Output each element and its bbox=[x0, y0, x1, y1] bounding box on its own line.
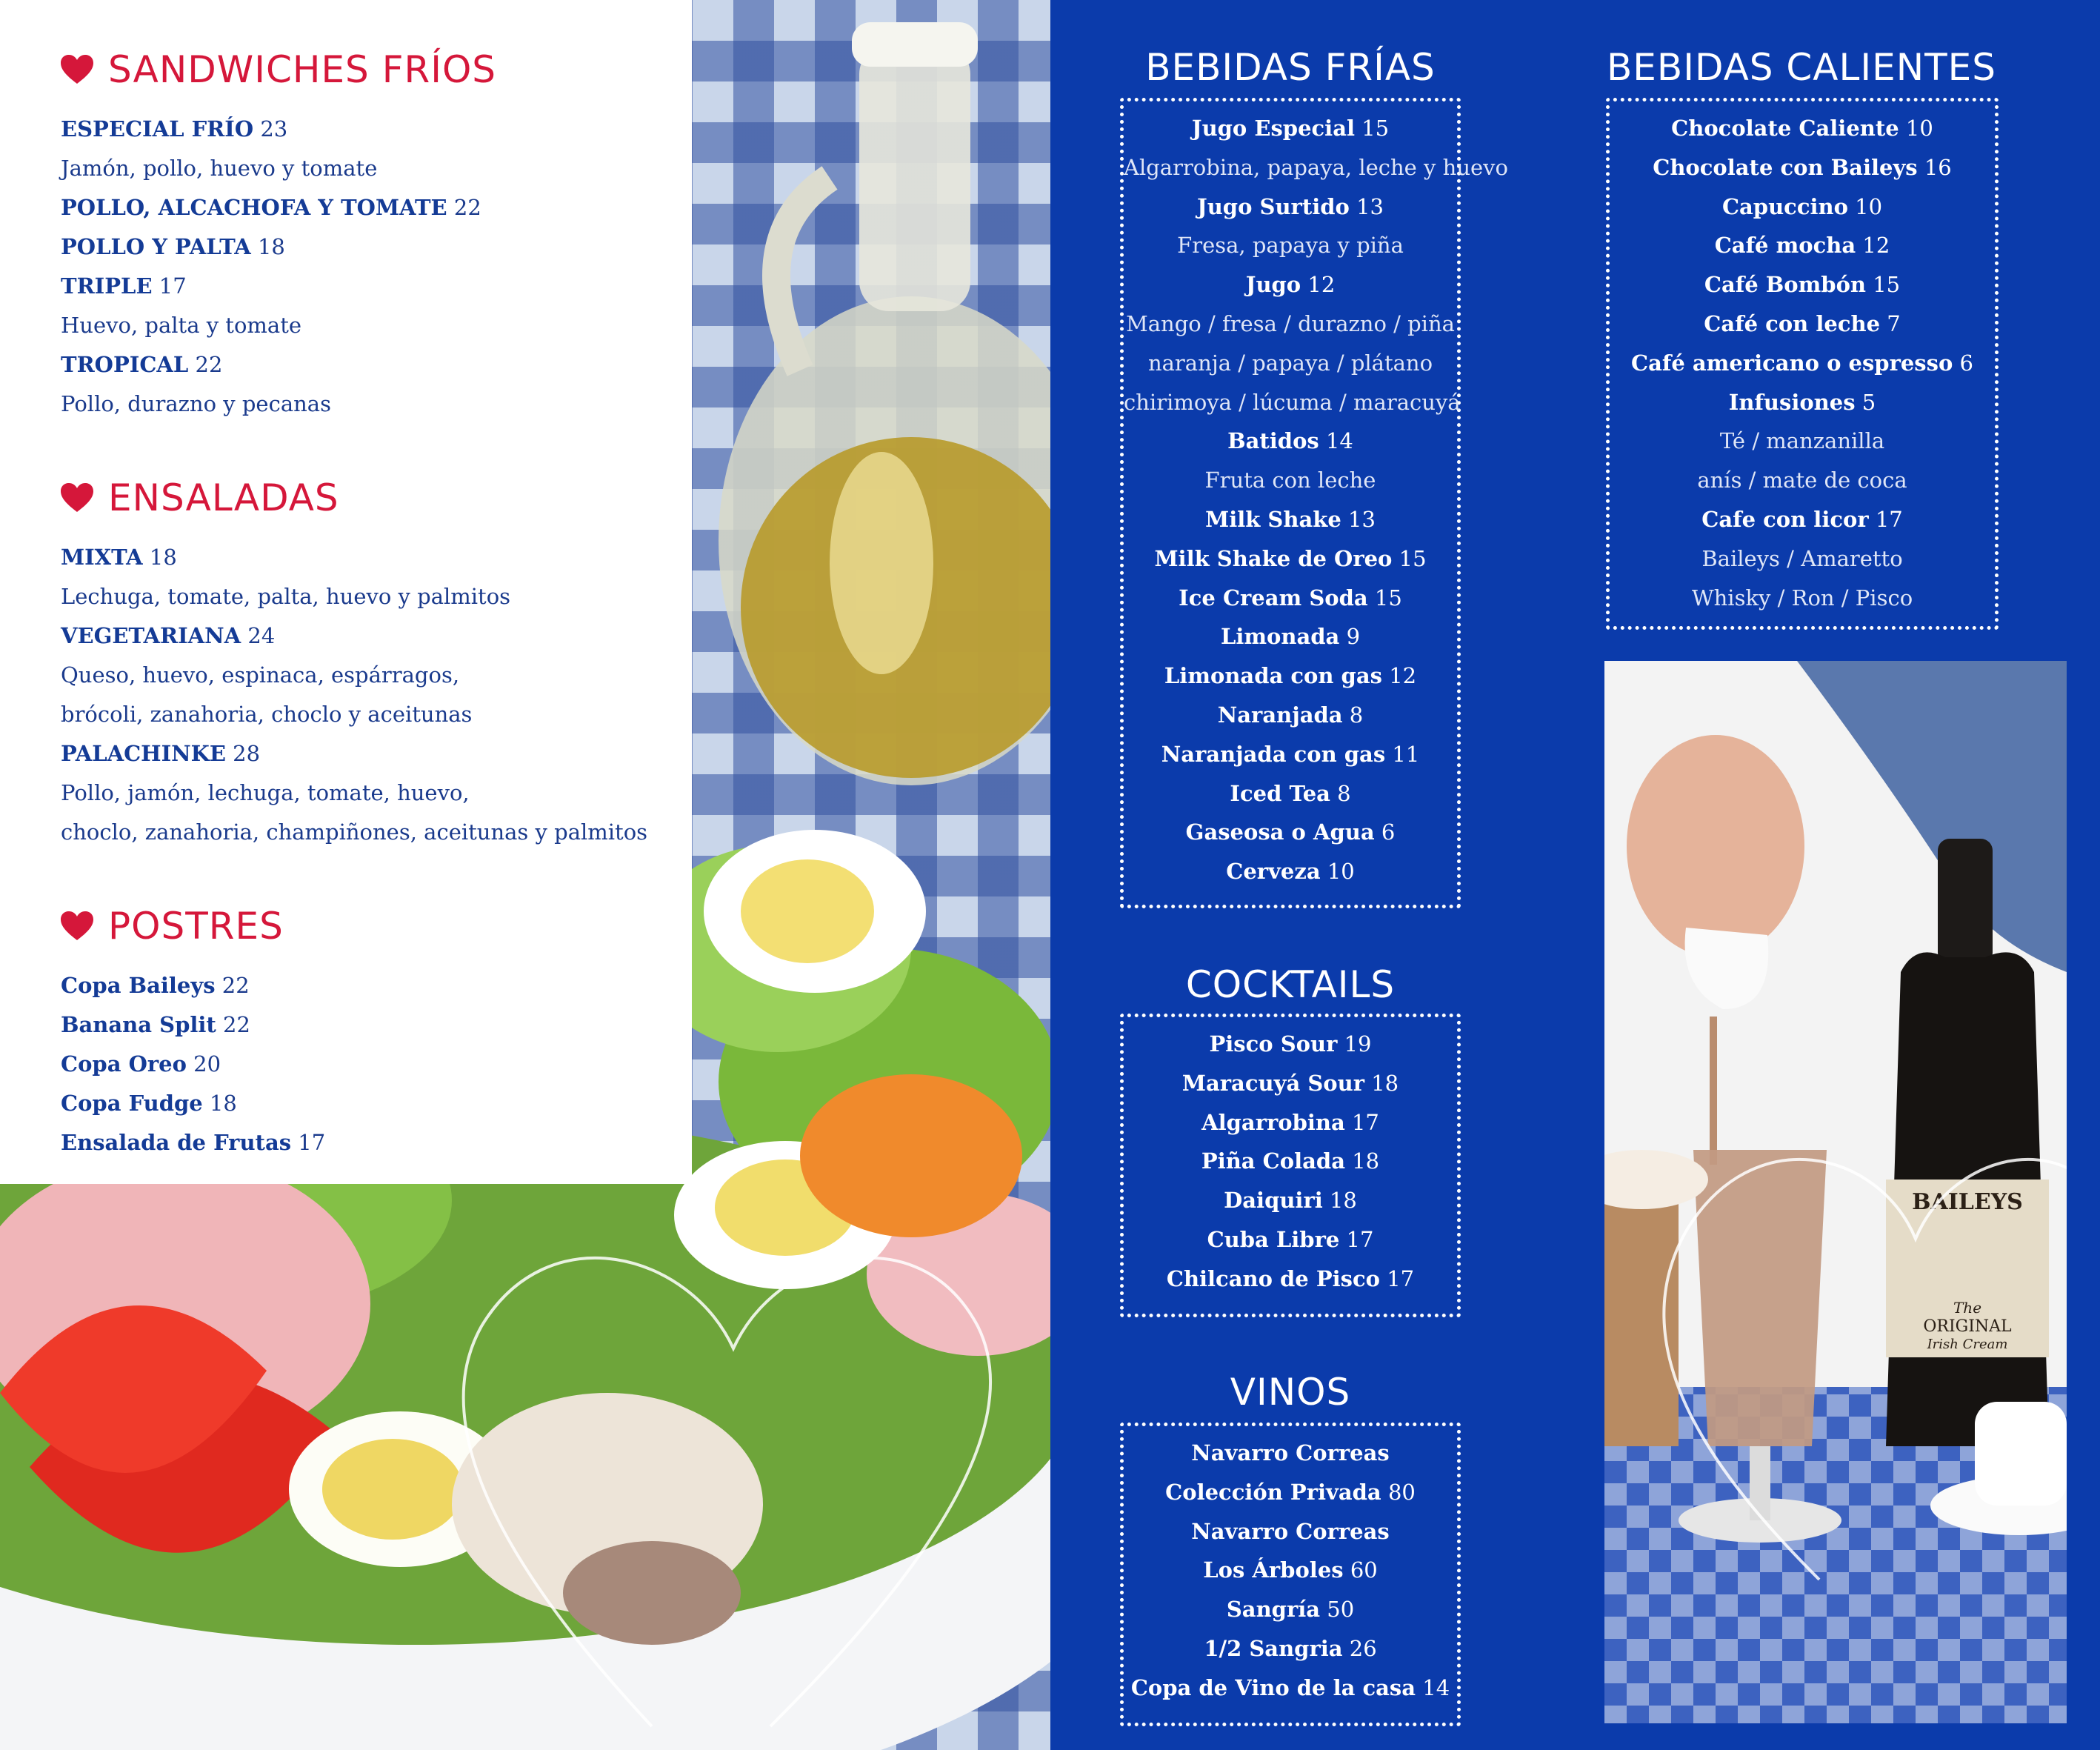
item-name: Limonada con gas bbox=[1164, 663, 1382, 689]
menu-item bbox=[1124, 1103, 1457, 1142]
coffee-illustration bbox=[1604, 661, 2067, 1723]
item-name: Cafe con licor bbox=[1701, 506, 1869, 532]
item-name: Capuccino bbox=[1721, 193, 1848, 219]
menu-item bbox=[1124, 1629, 1457, 1669]
item-price: 15 bbox=[1374, 585, 1402, 610]
item-name: Iced Tea bbox=[1230, 780, 1330, 806]
menu-item bbox=[1124, 1512, 1457, 1551]
item-price: 6 bbox=[1959, 350, 1973, 376]
item-price: 19 bbox=[1344, 1031, 1372, 1057]
item-price: 18 bbox=[209, 1091, 237, 1116]
item-price: 50 bbox=[1327, 1597, 1355, 1623]
item-price: 15 bbox=[1399, 545, 1427, 571]
item-name: Limonada bbox=[1220, 624, 1340, 650]
item-price: 24 bbox=[247, 623, 276, 648]
item-name: Café Bombón bbox=[1704, 272, 1866, 298]
menu-item bbox=[61, 267, 692, 306]
item-description: chirimoya / lúcuma / maracuyá bbox=[1124, 389, 1461, 415]
menu-item bbox=[1124, 579, 1457, 618]
item-price: 22 bbox=[453, 195, 481, 220]
item-description: Whisky / Ron / Pisco bbox=[1691, 585, 1913, 610]
item-price: 11 bbox=[1392, 741, 1420, 767]
item-price: 16 bbox=[1924, 154, 1952, 180]
menu-item bbox=[1124, 735, 1457, 774]
item-price: 12 bbox=[1307, 272, 1336, 298]
menu-item bbox=[61, 734, 692, 773]
menu-item bbox=[61, 1084, 692, 1123]
bebidas-frias-title: BEBIDAS FRÍAS bbox=[1145, 46, 1436, 89]
menu-item bbox=[1124, 1220, 1457, 1260]
heart-icon bbox=[61, 55, 93, 84]
item-description: Queso, huevo, espinaca, espárragos, bbox=[61, 662, 460, 688]
item-name: VEGETARIANA bbox=[61, 623, 241, 648]
menu-item bbox=[1610, 187, 1995, 227]
item-name: Pisco Sour bbox=[1209, 1031, 1338, 1057]
item-name: Maracuyá Sour bbox=[1181, 1070, 1364, 1096]
item-name: MIXTA bbox=[61, 545, 143, 570]
item-price: 28 bbox=[233, 741, 261, 766]
item-price: 22 bbox=[195, 352, 223, 377]
item-name: TROPICAL bbox=[61, 352, 189, 377]
menu-item bbox=[61, 1045, 692, 1084]
menu-item bbox=[1124, 656, 1457, 696]
item-name: Navarro Correas bbox=[1191, 1440, 1390, 1465]
item-name: Café americano o espresso bbox=[1631, 350, 1953, 376]
cocktails-title: COCKTAILS bbox=[1185, 963, 1396, 1006]
item-price: 18 bbox=[1371, 1070, 1399, 1096]
item-name: Copa Fudge bbox=[61, 1091, 203, 1116]
bebidas-calientes-box bbox=[1606, 98, 1999, 630]
item-price: 14 bbox=[1325, 428, 1353, 454]
bottle-label-line1: The bbox=[1953, 1299, 1982, 1317]
item-description: choclo, zanahoria, champiñones, aceitunas y palmitos bbox=[61, 819, 648, 845]
menu-item bbox=[1124, 852, 1457, 891]
ensaladas-title-text: ENSALADAS bbox=[108, 476, 339, 519]
item-description: Pollo, jamón, lechuga, tomate, huevo, bbox=[61, 780, 470, 805]
menu-item bbox=[1610, 148, 1995, 187]
postres-title-text: POSTRES bbox=[108, 905, 284, 948]
item-description: Té / manzanilla bbox=[1719, 428, 1885, 454]
menu-item bbox=[1124, 422, 1457, 461]
menu-item bbox=[61, 616, 692, 656]
item-price: 17 bbox=[1387, 1265, 1415, 1291]
item-name: Chocolate Caliente bbox=[1671, 116, 1899, 141]
item-description: Fruta con leche bbox=[1204, 468, 1376, 493]
item-price: 17 bbox=[1346, 1226, 1374, 1252]
menu-item bbox=[61, 227, 692, 267]
bebidas-calientes-title: BEBIDAS CALIENTES bbox=[1607, 46, 1996, 89]
sandwiches-list bbox=[61, 110, 692, 424]
heart-icon bbox=[61, 911, 93, 941]
item-price: 7 bbox=[1887, 310, 1901, 336]
bottle-label-line3: Irish Cream bbox=[1927, 1337, 2008, 1352]
item-name: Piña Colada bbox=[1201, 1148, 1345, 1174]
item-price: 10 bbox=[1855, 193, 1883, 219]
menu-item bbox=[1124, 1669, 1457, 1708]
menu-item bbox=[1124, 1181, 1457, 1220]
item-description: Pollo, durazno y pecanas bbox=[61, 391, 331, 416]
item-name: Los Árboles bbox=[1203, 1557, 1344, 1583]
ensaladas-title bbox=[61, 474, 692, 522]
item-name: Milk Shake bbox=[1205, 506, 1341, 532]
menu-item bbox=[1124, 1551, 1457, 1590]
menu-item bbox=[1610, 265, 1995, 305]
item-price: 26 bbox=[1349, 1635, 1377, 1661]
item-description: naranja / papaya / plátano bbox=[1147, 350, 1433, 376]
coffee-photo bbox=[1604, 661, 2067, 1723]
menu-item bbox=[1124, 1473, 1457, 1512]
menu-item bbox=[61, 1005, 692, 1045]
item-name: Navarro Correas bbox=[1191, 1518, 1390, 1544]
item-name: Ensalada de Frutas bbox=[61, 1130, 292, 1155]
vinos-title: VINOS bbox=[1230, 1371, 1351, 1414]
item-name: Batidos bbox=[1227, 428, 1319, 454]
item-name: Sangría bbox=[1226, 1597, 1321, 1623]
item-name: Café mocha bbox=[1714, 233, 1856, 259]
item-name: Copa Oreo bbox=[61, 1051, 187, 1077]
menu-item bbox=[1124, 265, 1457, 305]
item-price: 13 bbox=[1356, 193, 1384, 219]
item-name: Jugo bbox=[1245, 272, 1301, 298]
item-price: 18 bbox=[1329, 1188, 1357, 1214]
item-price: 20 bbox=[193, 1051, 221, 1077]
item-description: Jamón, pollo, huevo y tomate bbox=[61, 156, 378, 181]
item-name: TRIPLE bbox=[61, 273, 153, 299]
menu-item bbox=[1124, 539, 1457, 579]
item-price: 8 bbox=[1349, 702, 1364, 728]
menu-item bbox=[61, 1123, 692, 1162]
item-name: Infusiones bbox=[1728, 389, 1856, 415]
postres-list bbox=[61, 966, 692, 1162]
heart-icon bbox=[61, 483, 93, 513]
menu-item bbox=[1124, 1142, 1457, 1181]
item-price: 5 bbox=[1861, 389, 1876, 415]
menu-item bbox=[61, 345, 692, 385]
menu-item bbox=[1124, 617, 1457, 656]
item-price: 17 bbox=[159, 273, 187, 299]
menu-item bbox=[1124, 109, 1457, 148]
item-price: 23 bbox=[260, 116, 288, 142]
item-name: POLLO Y PALTA bbox=[61, 234, 251, 259]
menu-item bbox=[1124, 1025, 1457, 1064]
item-price: 12 bbox=[1389, 663, 1417, 689]
item-price: 60 bbox=[1350, 1557, 1378, 1583]
menu-item bbox=[61, 538, 692, 577]
item-name: 1/2 Sangria bbox=[1204, 1635, 1343, 1661]
menu-item bbox=[1124, 813, 1457, 852]
menu-item bbox=[61, 188, 692, 227]
item-description: Algarrobina, papaya, leche y huevo bbox=[1124, 154, 1509, 180]
item-price: 9 bbox=[1346, 624, 1361, 650]
item-name: Copa de Vino de la casa bbox=[1130, 1674, 1416, 1700]
item-price: 12 bbox=[1862, 233, 1890, 259]
item-price: 18 bbox=[149, 545, 177, 570]
menu-item bbox=[1610, 109, 1995, 148]
item-price: 8 bbox=[1337, 780, 1351, 806]
menu-item bbox=[1610, 344, 1995, 383]
menu-item bbox=[61, 966, 692, 1005]
menu-item bbox=[1124, 1064, 1457, 1103]
item-name: Jugo Surtido bbox=[1197, 193, 1350, 219]
item-description: Lechuga, tomate, palta, huevo y palmitos bbox=[61, 584, 511, 609]
menu-item bbox=[1124, 696, 1457, 735]
menu-item bbox=[1610, 383, 1995, 422]
menu-item bbox=[1124, 1590, 1457, 1629]
item-description: Baileys / Amaretto bbox=[1701, 545, 1903, 571]
item-name: Algarrobina bbox=[1201, 1109, 1345, 1135]
vinos-box bbox=[1120, 1423, 1461, 1726]
item-name: Copa Baileys bbox=[61, 973, 216, 998]
food-menu-panel bbox=[0, 0, 692, 1184]
menu-item bbox=[1124, 1260, 1457, 1299]
item-name: POLLO, ALCACHOFA Y TOMATE bbox=[61, 195, 447, 220]
menu-item bbox=[1124, 1434, 1457, 1473]
item-name: Colección Privada bbox=[1165, 1479, 1381, 1505]
menu-item bbox=[1610, 500, 1995, 539]
item-price: 15 bbox=[1361, 116, 1390, 141]
bottle-brand-label: BAILEYS bbox=[1912, 1189, 2023, 1215]
item-description: anís / mate de coca bbox=[1697, 468, 1907, 493]
bebidas-frias-box bbox=[1120, 98, 1509, 908]
menu-item bbox=[1124, 500, 1457, 539]
item-name: Naranjada con gas bbox=[1161, 741, 1386, 767]
item-name: Naranjada bbox=[1217, 702, 1343, 728]
item-price: 10 bbox=[1327, 859, 1355, 885]
item-price: 22 bbox=[223, 1012, 250, 1037]
item-name: Café con leche bbox=[1704, 310, 1881, 336]
item-price: 17 bbox=[1875, 506, 1903, 532]
item-price: 22 bbox=[221, 973, 250, 998]
item-price: 17 bbox=[298, 1130, 326, 1155]
item-price: 80 bbox=[1387, 1479, 1416, 1505]
item-description: Huevo, palta y tomate bbox=[61, 313, 302, 338]
menu-item bbox=[61, 110, 692, 149]
postres-title bbox=[61, 902, 692, 950]
item-name: Chilcano de Pisco bbox=[1166, 1265, 1381, 1291]
item-description: Mango / fresa / durazno / piña bbox=[1126, 310, 1455, 336]
item-description: brócoli, zanahoria, choclo y aceitunas bbox=[61, 702, 473, 727]
item-price: 6 bbox=[1381, 819, 1396, 845]
item-description: Fresa, papaya y piña bbox=[1177, 233, 1404, 259]
item-price: 14 bbox=[1422, 1674, 1450, 1700]
item-name: Banana Split bbox=[61, 1012, 216, 1037]
item-name: Jugo Especial bbox=[1191, 116, 1356, 141]
item-name: Gaseosa o Agua bbox=[1185, 819, 1375, 845]
item-price: 10 bbox=[1905, 116, 1933, 141]
menu-item bbox=[1124, 774, 1457, 814]
menu-item bbox=[1610, 226, 1995, 265]
ensaladas-list bbox=[61, 538, 692, 852]
item-name: Milk Shake de Oreo bbox=[1154, 545, 1393, 571]
item-name: Ice Cream Soda bbox=[1179, 585, 1368, 610]
item-name: Cuba Libre bbox=[1207, 1226, 1340, 1252]
sandwiches-title-text: SANDWICHES FRÍOS bbox=[108, 48, 497, 91]
item-name: Daiquiri bbox=[1224, 1188, 1323, 1214]
item-price: 18 bbox=[257, 234, 285, 259]
bottle-label-line2: ORIGINAL bbox=[1923, 1317, 2012, 1336]
item-name: PALACHINKE bbox=[61, 741, 226, 766]
item-name: Chocolate con Baileys bbox=[1653, 154, 1918, 180]
item-price: 15 bbox=[1873, 272, 1901, 298]
item-price: 13 bbox=[1348, 506, 1376, 532]
menu-item bbox=[1610, 305, 1995, 344]
item-price: 18 bbox=[1352, 1148, 1380, 1174]
item-name: Cerveza bbox=[1226, 859, 1321, 885]
item-price: 17 bbox=[1351, 1109, 1379, 1135]
sandwiches-title bbox=[61, 46, 692, 93]
item-name: ESPECIAL FRÍO bbox=[61, 116, 254, 142]
menu-item bbox=[1124, 187, 1457, 227]
cocktails-box bbox=[1120, 1014, 1461, 1317]
